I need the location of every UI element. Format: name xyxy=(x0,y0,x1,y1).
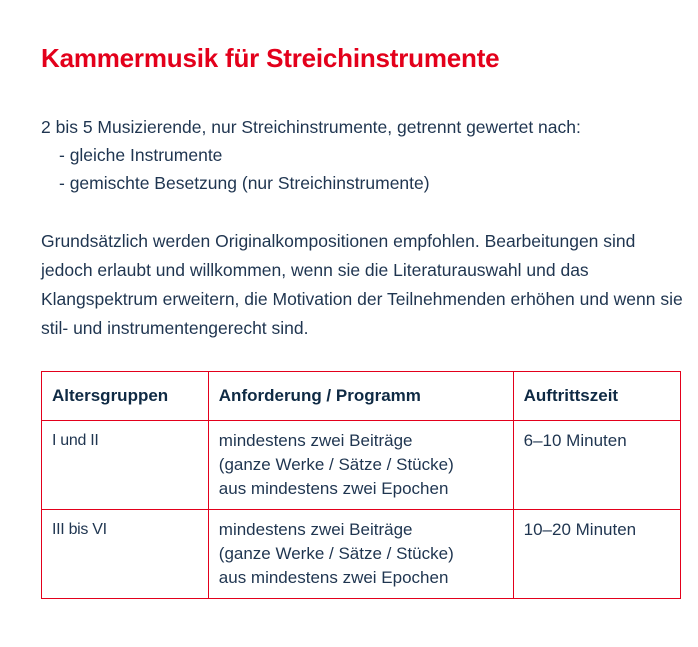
intro-list-item: - gemischte Besetzung (nur Streichinstrumente) xyxy=(59,173,430,193)
requirement-line: (ganze Werke / Sätze / Stücke) xyxy=(218,544,454,563)
header-age-groups: Altersgruppen xyxy=(42,372,209,421)
duration-cell: 10–20 Minuten xyxy=(513,510,680,599)
requirement-line: aus mindestens zwei Epochen xyxy=(218,479,449,498)
requirement-cell xyxy=(208,510,513,599)
recommendation-paragraph: Grundsätzlich werden Originalkompositionen empfohlen. Bearbeitungen sind jedoch erlaubt und willkommen, wenn sie die Literaturauswahl und das Klangspektrum erweitern, die Motivation der Teilnehmenden erhöhen und wenn sie stil- und instrumentengerecht sind. xyxy=(41,231,683,338)
table-row xyxy=(42,421,681,510)
requirement-line: aus mindestens zwei Epochen xyxy=(218,568,449,587)
requirement-cell xyxy=(208,421,513,510)
age-group-cell: III bis VI xyxy=(42,510,209,599)
age-group-cell: I und II xyxy=(42,421,209,510)
table-header-row xyxy=(42,372,681,421)
header-performance-time: Auftrittszeit xyxy=(513,372,680,421)
duration-cell: 6–10 Minuten xyxy=(513,421,680,510)
page-title: Kammermusik für Streichinstrumente xyxy=(41,43,500,73)
intro-block xyxy=(41,113,681,197)
requirements-table xyxy=(41,371,681,599)
intro-list-item: - gleiche Instrumente xyxy=(59,145,223,165)
requirement-line: (ganze Werke / Sätze / Stücke) xyxy=(218,455,454,474)
intro-list xyxy=(41,141,681,197)
requirement-line: mindestens zwei Beiträge xyxy=(218,431,413,450)
table-row xyxy=(42,510,681,599)
requirement-line: mindestens zwei Beiträge xyxy=(218,520,413,539)
header-requirements: Anforderung / Programm xyxy=(208,372,513,421)
intro-lead: 2 bis 5 Musizierende, nur Streichinstrumente, getrennt gewertet nach: xyxy=(41,117,581,137)
